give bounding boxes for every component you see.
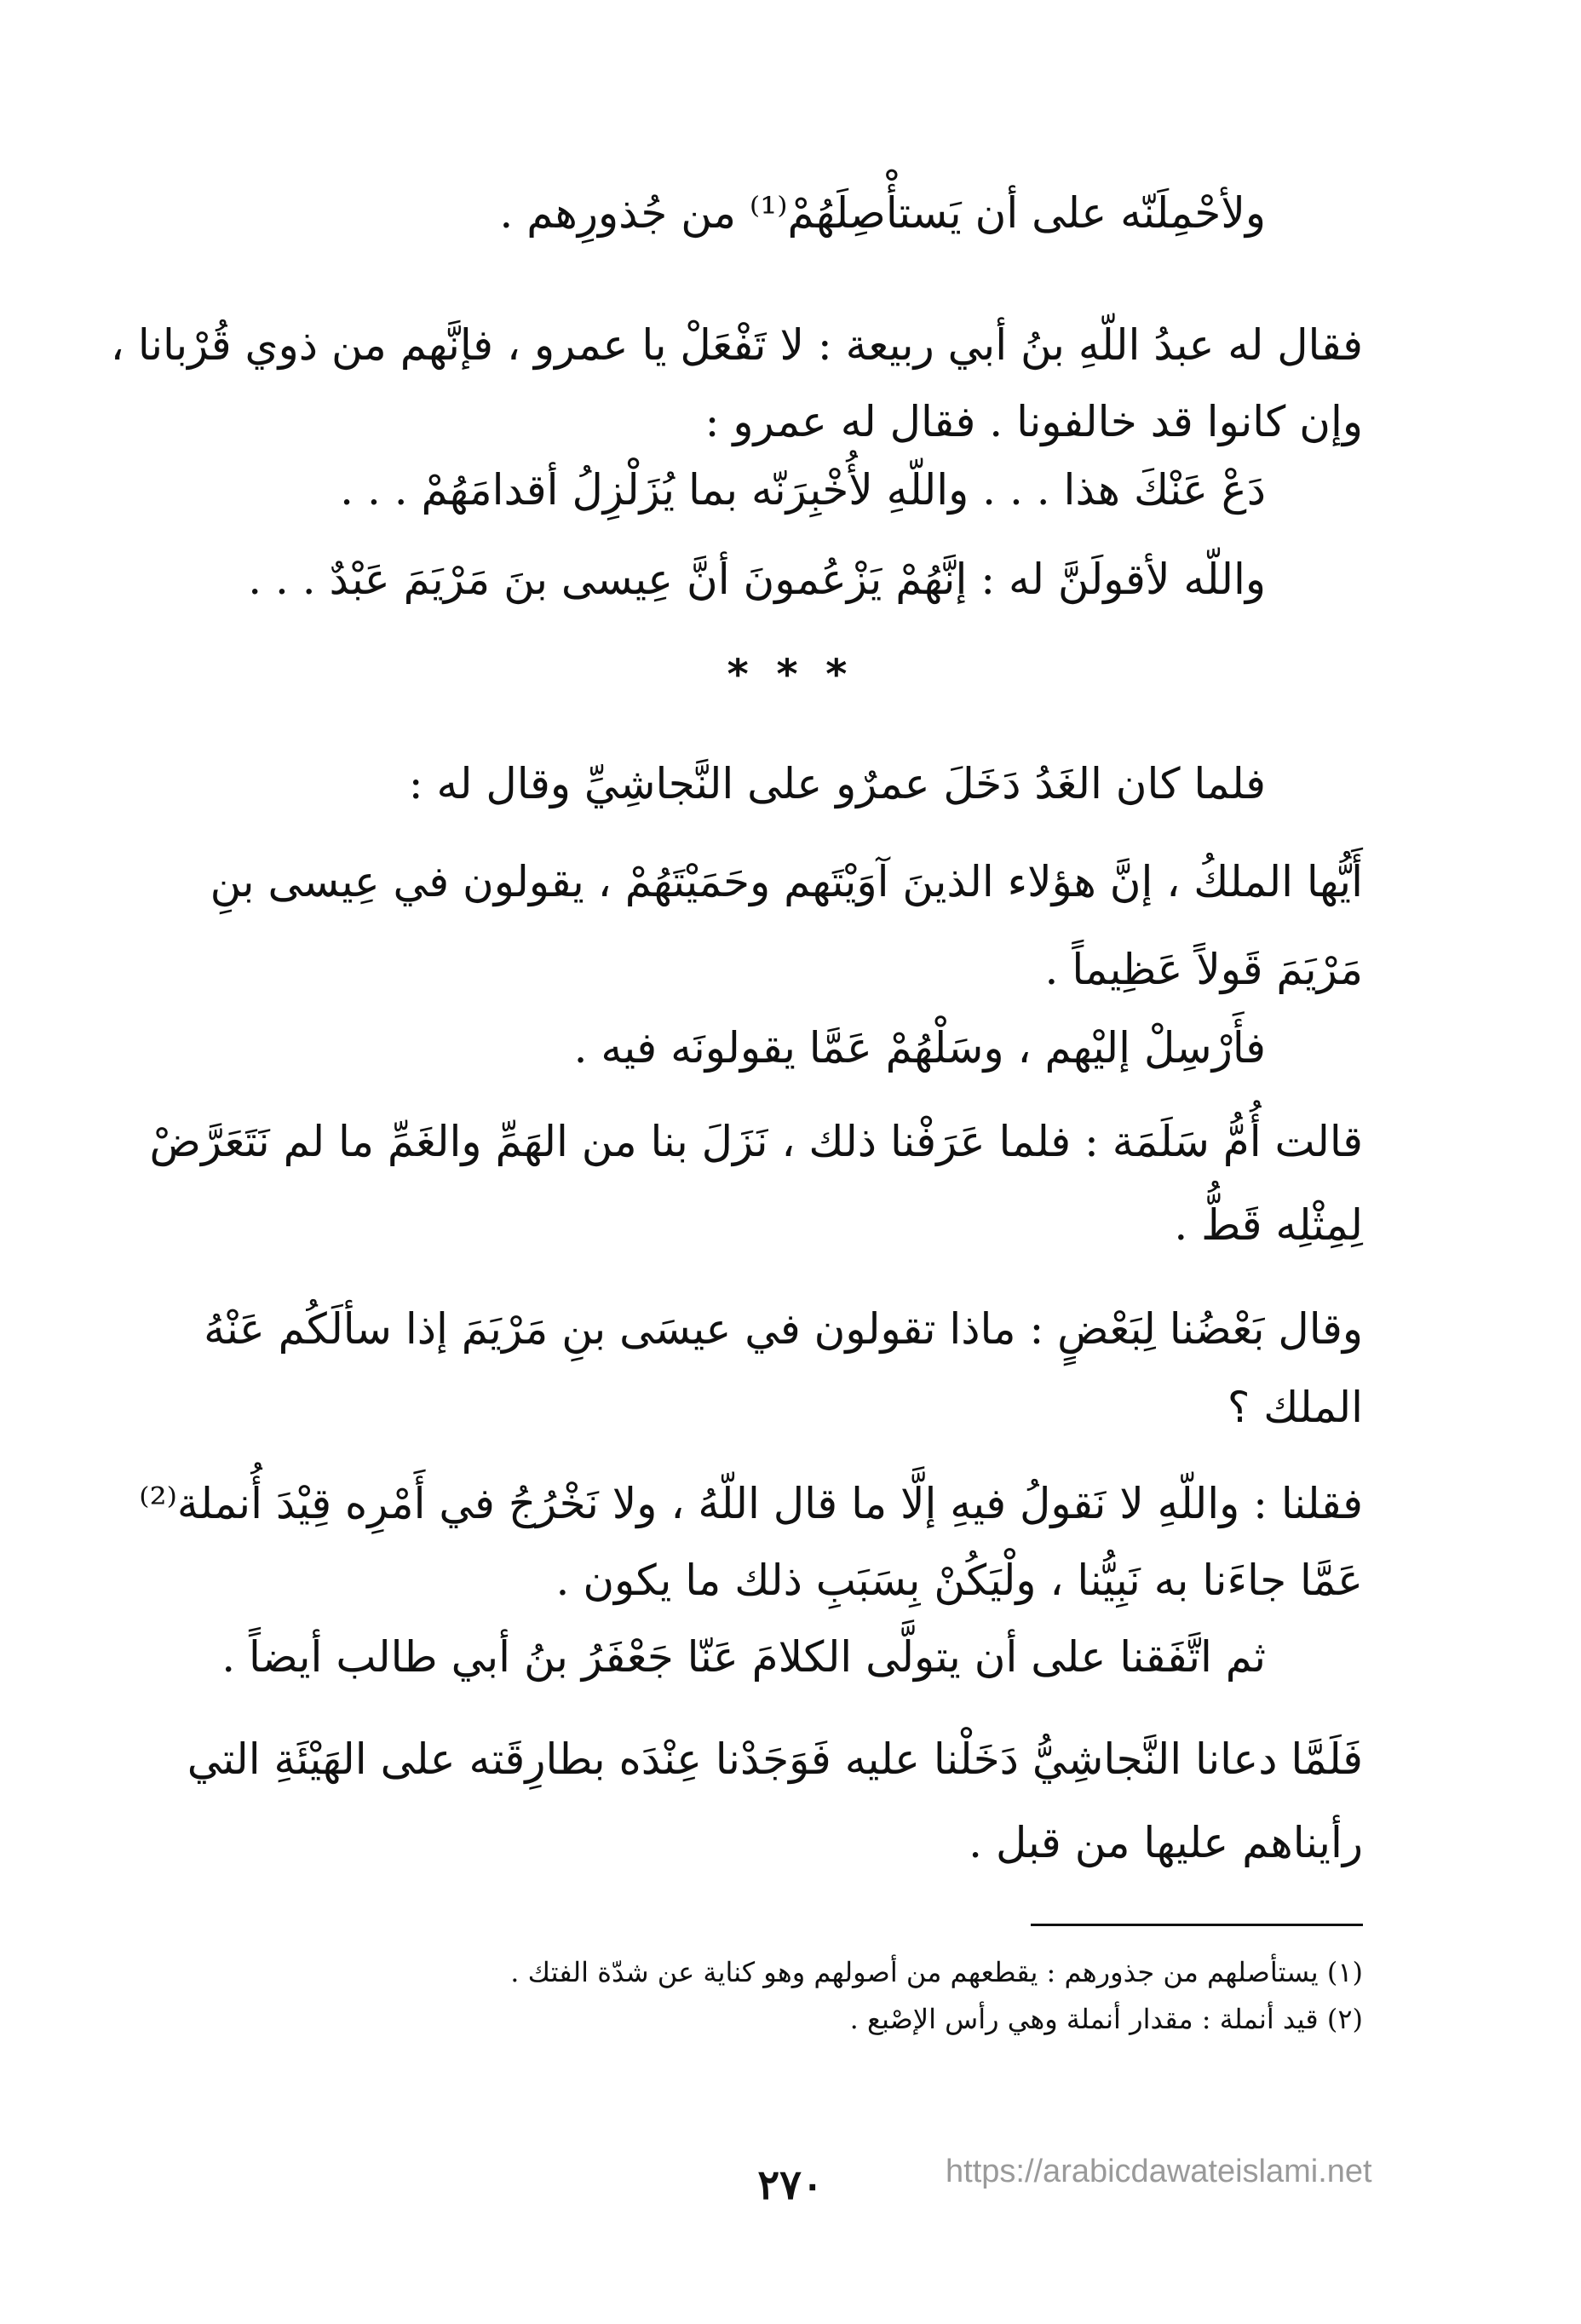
text-line: قالت أُمُّ سَلَمَة : فلما عَرَفْنا ذلك ، نَزَلَ بنا من الهَمِّ والغَمِّ ما لم نَتَعَرَّضْ bbox=[149, 1117, 1363, 1166]
text-line: فقلنا : واللّهِ لا نَقولُ فيهِ إلَّا ما قال اللّهُ ، ولا نَخْرُجُ في أَمْرِه قِيْدَ أُنملة⁽²⁾ bbox=[139, 1479, 1363, 1528]
text-line: فلما كان الغَدُ دَخَلَ عمرٌو على النَّجاشِيِّ وقال له : bbox=[408, 759, 1266, 808]
text-line: رأيناهم عليها من قبل . bbox=[969, 1818, 1363, 1867]
text-line: عَمَّا جاءَنا به نَبِيُّنا ، ولْيَكُنْ بِسَبَبِ ذلك ما يكون . bbox=[555, 1556, 1363, 1605]
footnote: (٢) قيد أنملة : مقدار أنملة وهي رأس الإصْبع . bbox=[849, 2003, 1363, 2035]
text-line: وقال بَعْضُنا لِبَعْضٍ : ماذا تقولون في عيسَى بنِ مَرْيَمَ إذا سألَكُم عَنْهُ bbox=[204, 1304, 1363, 1354]
text-line: الملك ؟ bbox=[1227, 1383, 1363, 1432]
watermark-url: https://arabicdawateislami.net bbox=[946, 2154, 1372, 2189]
text-line: ثم اتَّفَقنا على أن يتولَّى الكلامَ عَنّا جَعْفَرُ بنُ أبي طالب أيضاً . bbox=[221, 1632, 1266, 1682]
text-line: ولأحْمِلَنّه على أن يَستأْصِلَهُمْ⁽¹⁾ من جُذورِهم . bbox=[499, 188, 1266, 238]
footnote-divider bbox=[1031, 1924, 1363, 1926]
text-line: وإن كانوا قد خالفونا . فقال له عمرو : bbox=[704, 397, 1363, 446]
text-line: دَعْ عَنْكَ هذا . . . واللّهِ لأُخْبِرَنّه بما يُزَلْزِلُ أقدامَهُمْ . . . bbox=[340, 465, 1266, 515]
text-line: أَيُّها الملكُ ، إنَّ هؤلاء الذينَ آوَيْتَهم وحَمَيْتَهُمْ ، يقولون في عِيسى بنِ bbox=[210, 857, 1363, 906]
section-separator: * * * bbox=[727, 651, 854, 699]
page-number: ٢٧٠ bbox=[757, 2161, 824, 2209]
text-line: لِمِثْلِه قَطُّ . bbox=[1174, 1200, 1363, 1250]
text-line: فأَرْسِلْ إليْهم ، وسَلْهُمْ عَمَّا يقولونَه فيه . bbox=[573, 1023, 1266, 1073]
text-line: فَلَمَّا دعانا النَّجاشِيُّ دَخَلْنا عليه فَوَجَدْنا عِنْدَه بطارِقَته على الهَيْئَةِ التي bbox=[187, 1734, 1363, 1784]
text-line: واللّه لأقولَنَّ له : إنَّهُمْ يَزْعُمونَ أنَّ عِيسى بنَ مَرْيَمَ عَبْدٌ . . . bbox=[248, 555, 1266, 604]
text-line: مَرْيَمَ قَولاً عَظِيماً . bbox=[1044, 945, 1363, 994]
footnote: (١) يستأصلهم من جذورهم : يقطعهم من أصولهم وهو كناية عن شدّة الفتك . bbox=[510, 1956, 1363, 1988]
text-line: فقال له عبدُ اللّهِ بنُ أبي ربيعة : لا تَفْعَلْ يا عمرو ، فإنَّهم من ذوي قُرْبانا ، bbox=[110, 320, 1363, 370]
